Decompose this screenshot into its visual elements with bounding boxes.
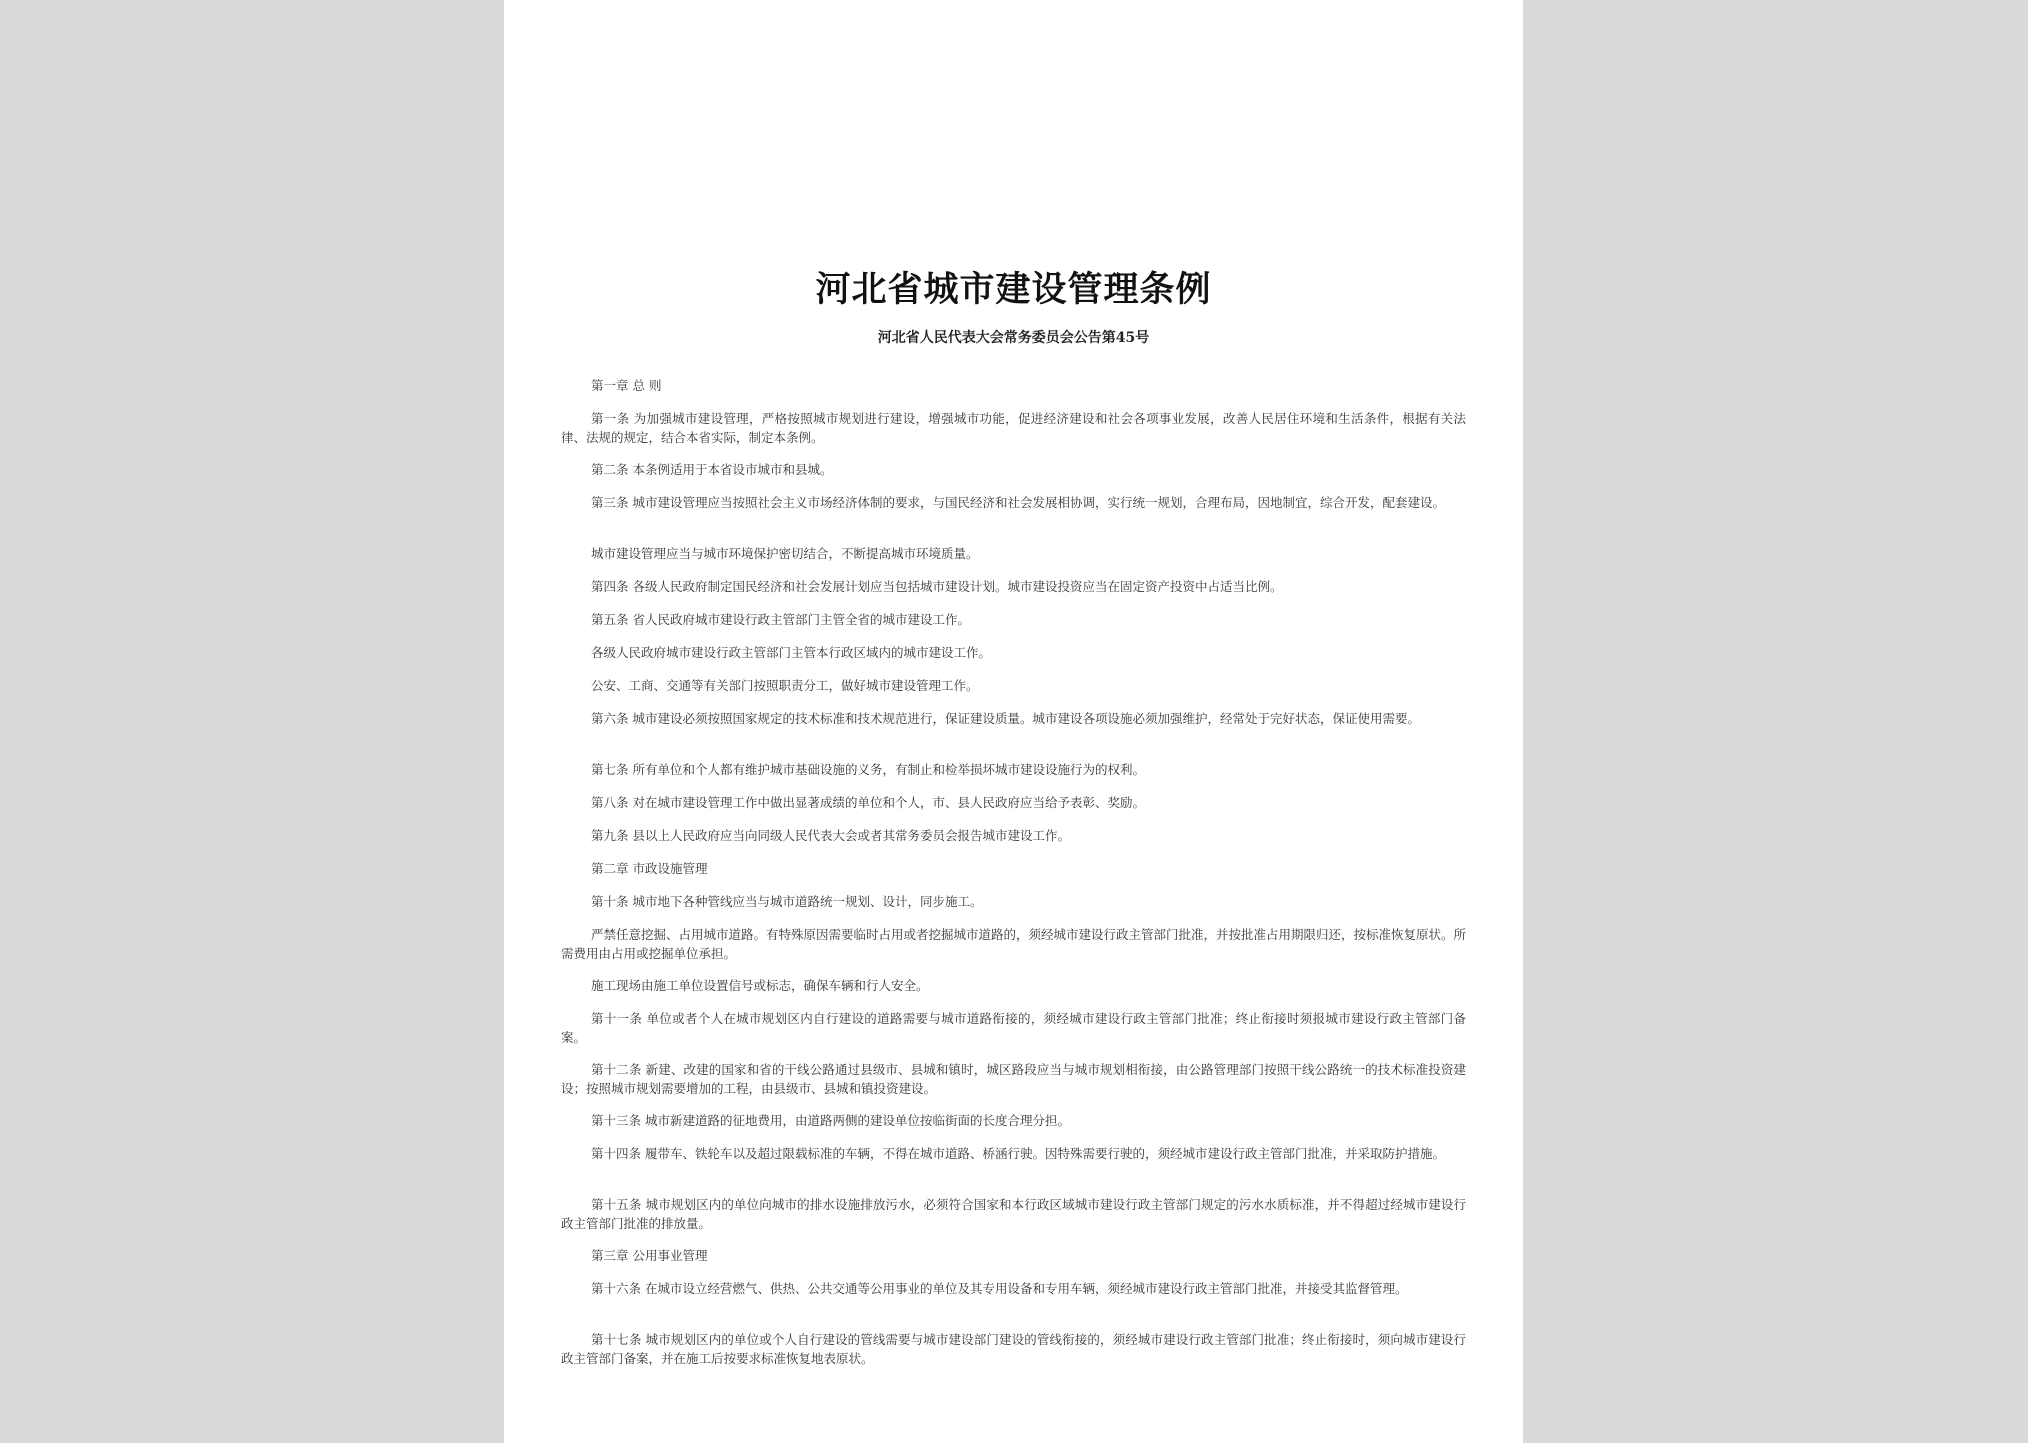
chapter-heading: 第一章 总 则 — [591, 378, 662, 393]
article-paragraph: 第二条 本条例适用于本省设市城市和县城。 — [591, 462, 833, 477]
article-paragraph: 第十七条 城市规划区内的单位或个人自行建设的管线需要与城市建设部门建设的管线衔接的，须经城市建设行政主管部门批准；终止衔接时，须向城市建设行政主管部门备案，并在施工后按要求标准恢复地表原状。 — [561, 1332, 1466, 1366]
article-paragraph: 第十六条 在城市设立经营燃气、供热、公共交通等公用事业的单位及其专用设备和专用车辆，须经城市建设行政主管部门批准，并接受其监督管理。 — [591, 1281, 1408, 1296]
article-paragraph: 各级人民政府城市建设行政主管部门主管本行政区域内的城市建设工作。 — [591, 645, 992, 660]
article-paragraph: 第十条 城市地下各种管线应当与城市道路统一规划、设计，同步施工。 — [591, 894, 983, 909]
article-paragraph: 第五条 省人民政府城市建设行政主管部门主管全省的城市建设工作。 — [591, 612, 970, 627]
article-paragraph: 第七条 所有单位和个人都有维护城市基础设施的义务，有制止和检举损坏城市建设设施行为的权利。 — [591, 762, 1145, 777]
article-paragraph: 第一条 为加强城市建设管理，严格按照城市规划进行建设，增强城市功能，促进经济建设和社会各项事业发展，改善人民居住环境和生活条件，根据有关法律、法规的规定，结合本省实际，制定本条例。 — [561, 411, 1466, 445]
document-page — [504, 0, 1523, 1443]
article-paragraph: 第三条 城市建设管理应当按照社会主义市场经济体制的要求，与国民经济和社会发展相协调，实行统一规划，合理布局，因地制宜，综合开发，配套建设。 — [591, 495, 1445, 510]
chapter-heading: 第二章 市政设施管理 — [591, 861, 708, 876]
article-paragraph: 第十一条 单位或者个人在城市规划区内自行建设的道路需要与城市道路衔接的，须经城市建设行政主管部门批准；终止衔接时须报城市建设行政主管部门备案。 — [561, 1011, 1466, 1045]
article-paragraph: 第八条 对在城市建设管理工作中做出显著成绩的单位和个人，市、县人民政府应当给予表彰、奖励。 — [591, 795, 1145, 810]
article-paragraph: 第十二条 新建、改建的国家和省的干线公路通过县级市、县城和镇时，城区路段应当与城市规划相衔接，由公路管理部门按照干线公路统一的技术标准投资建设；按照城市规划需要增加的工程，由县级市、县城和镇投资建设。 — [561, 1062, 1466, 1096]
article-paragraph: 第四条 各级人民政府制定国民经济和社会发展计划应当包括城市建设计划。城市建设投资应当在固定资产投资中占适当比例。 — [591, 579, 1283, 594]
document-subtitle: 河北省人民代表大会常务委员会公告第45号 — [877, 330, 1150, 346]
article-paragraph: 第十四条 履带车、铁轮车以及超过限载标准的车辆，不得在城市道路、桥涵行驶。因特殊需要行驶的，须经城市建设行政主管部门批准，并采取防护措施。 — [591, 1146, 1445, 1161]
document-title: 河北省城市建设管理条例 — [815, 269, 1212, 310]
article-paragraph: 施工现场由施工单位设置信号或标志，确保车辆和行人安全。 — [591, 978, 929, 993]
article-paragraph: 严禁任意挖掘、占用城市道路。有特殊原因需要临时占用或者挖掘城市道路的，须经城市建设行政主管部门批准，并按批准占用期限归还，按标准恢复原状。所需费用由占用或挖掘单位承担。 — [561, 927, 1467, 961]
article-paragraph: 第十五条 城市规划区内的单位向城市的排水设施排放污水，必须符合国家和本行政区域城市建设行政主管部门规定的污水水质标准，并不得超过经城市建设行政主管部门批准的排放量。 — [561, 1197, 1466, 1231]
article-paragraph: 第九条 县以上人民政府应当向同级人民代表大会或者其常务委员会报告城市建设工作。 — [591, 828, 1070, 843]
chapter-heading: 第三章 公用事业管理 — [591, 1248, 708, 1263]
article-paragraph: 公安、工商、交通等有关部门按照职责分工，做好城市建设管理工作。 — [591, 678, 979, 693]
article-paragraph: 第十三条 城市新建道路的征地费用，由道路两侧的建设单位按临街面的长度合理分担。 — [591, 1113, 1070, 1128]
article-paragraph: 第六条 城市建设必须按照国家规定的技术标准和技术规范进行，保证建设质量。城市建设各项设施必须加强维护，经常处于完好状态，保证使用需要。 — [591, 711, 1420, 726]
article-paragraph: 城市建设管理应当与城市环境保护密切结合，不断提高城市环境质量。 — [591, 546, 979, 561]
